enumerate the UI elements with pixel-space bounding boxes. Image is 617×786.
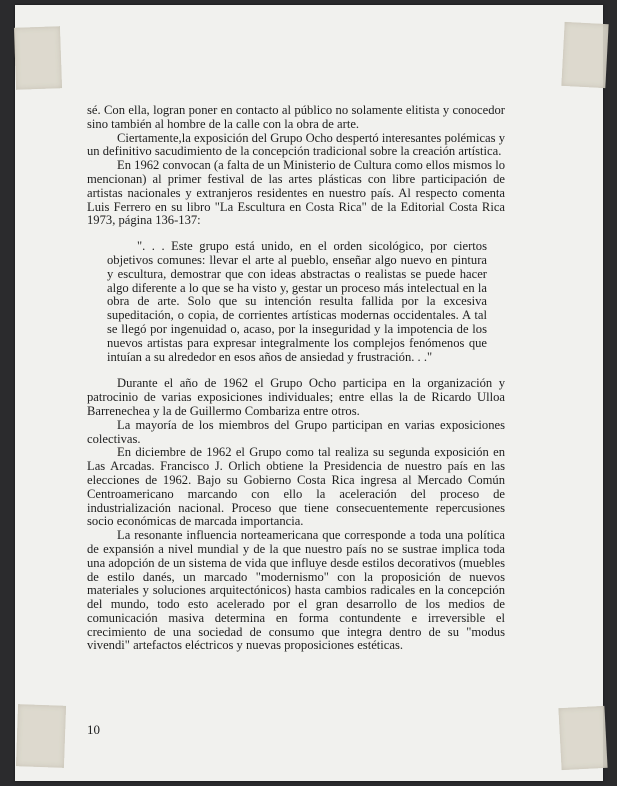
block-quote: ". . . Este grupo está unido, en el orden sicológico, por ciertos objetivos comunes: llevar el arte al pueblo, enseñar algo nuevo en pintura y escultura, demostrar que con ideas abstractas o realistas se puede hacer algo diferente a lo que se ha visto y, gestar un proceso más intelectual en la obra de arte. Solo que su intención resulta fallida por la excesiva supeditación, o copia, de corrientes artísticas modernas occidentales. A tal se llegó por ingenuidad o, acaso, por la inseguridad y la impotencia de los nuevos artistas para expresar integralmente los complejos fenómenos que intuían a su alrededor en esos años de ansiedad y frustración. . ." [107, 239, 487, 364]
paragraph-6: En diciembre de 1962 el Grupo como tal realiza su segunda exposición en Las Arcadas. Francisco J. Orlich obtiene la Presidencia de nuestro país en las elecciones de 1962. Bajo su Gobierno Costa Rica ingresa al Mercado Común Centroamericano marcando con ello la aceleración del proceso de industrialización nacional. Proceso que tiene consecuentemente repercusiones socio económicas de marcada importancia. [87, 445, 505, 529]
masking-tape-top-right [561, 22, 608, 88]
page-number: 10 [87, 722, 100, 737]
paragraph-2: Ciertamente,la exposición del Grupo Ocho despertó interesantes polémicas y un definitivo sacudimiento de la concepción tradicional sobre la creación artística. [87, 130, 505, 159]
masking-tape-top-left [14, 26, 62, 90]
paragraph-1: sé. Con ella, logran poner en contacto al público no solamente elitista y conocedor sino también al hombre de la calle con la obra de arte. [87, 103, 505, 131]
masking-tape-bottom-right [558, 706, 607, 770]
masking-tape-bottom-left [16, 704, 66, 768]
body-text [87, 104, 505, 653]
paragraph-4: Durante el año de 1962 el Grupo Ocho participa en la organización y patrocinio de varias exposiciones individuales; entre ellas la de Ricardo Ulloa Barrenechea y la de Guillermo Combariza entre otros. [87, 376, 505, 418]
paragraph-5: La mayoría de los miembros del Grupo participan en varias exposiciones colectivas. [87, 417, 505, 446]
paragraph-7: La resonante influencia norteamericana que corresponde a toda una política de expansión a nivel mundial y de la que nuestro país no se sustrae implica toda una adopción de un sistema de vida que influye desde estilos decorativos (muebles de estilo danés, un marcado "modernismo" con la proposición de nuevos materiales y soluciones arquitectónicos) hasta cambios radicales en la concepción del mundo, todo esto acelerado por el gran desarrollo de los medios de comunicación masiva determina en forma contundente e irreversible el crecimiento de una sociedad de consumo que integra dentro de su "modus vivendi" artefactos eléctricos y nuevas proposiciones estéticas. [87, 528, 505, 653]
paragraph-3: En 1962 convocan (a falta de un Ministerio de Cultura como ellos mismos lo mencionan) al primer festival de las artes plásticas con libre participación de artistas nacionales y extranjeros residentes en nuestro país. Al respecto comenta Luis Ferrero en su libro "La Escultura en Costa Rica" de la Editorial Costa Rica 1973, página 136-137: [87, 158, 505, 228]
